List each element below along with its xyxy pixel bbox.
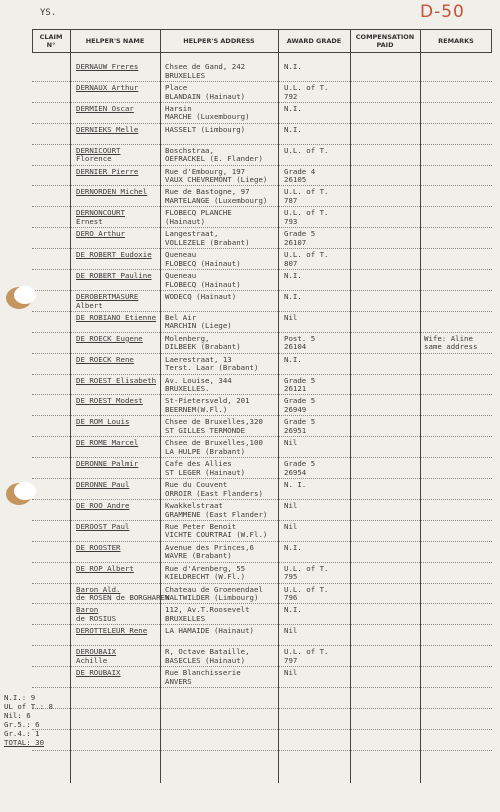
helper-name-continued: Achille	[76, 655, 108, 665]
award-grade: 26954	[284, 467, 307, 477]
award-grade: Nil	[284, 626, 298, 636]
helper-name: DEROOST Paul	[76, 521, 130, 531]
helper-name-continued: Albert	[76, 300, 103, 310]
helper-name: DEROTTELEUR Rene	[76, 626, 148, 636]
helper-address-line: ST LEGER (Hainaut)	[165, 467, 246, 477]
row-separator	[32, 729, 492, 730]
helper-address-line: Chsee de Bruxelles,100	[165, 438, 263, 448]
helper-name: Baron Ald.	[76, 584, 121, 594]
helper-address-line: MARTELANGE (Luxembourg)	[165, 196, 268, 205]
helper-address-line: HASSELT (Limbourg)	[165, 124, 246, 134]
helper-address-line: (Hainaut)	[165, 216, 206, 226]
helper-address-line: Langestraat,	[165, 229, 219, 239]
helper-name-continued: de ROSIUS	[76, 614, 117, 623]
header-award-grade: AWARD GRADE	[286, 37, 342, 45]
award-grade: Nil	[284, 438, 298, 448]
helper-address-line: BRUXELLES	[165, 70, 206, 80]
table-header-border	[32, 52, 492, 53]
table-top-border	[32, 29, 492, 30]
remarks-text: Wife: Aline	[424, 333, 473, 343]
award-grade: 26107	[284, 237, 307, 247]
award-grade: N.I.	[284, 124, 302, 134]
award-grade: N. I.	[284, 480, 307, 489]
row-separator	[32, 457, 492, 458]
helper-address-line: VICHTE COURTRAI (W.Fl.)	[165, 530, 268, 540]
helper-name: DE ROEST Modest	[76, 396, 143, 406]
row-separator	[32, 562, 492, 563]
header-claim: CLAIM N°	[39, 33, 63, 49]
award-grade: Post. 5	[284, 333, 316, 343]
helper-name: DERONNE Palmir	[76, 459, 139, 469]
helper-name: DE ROME Marcel	[76, 438, 139, 448]
helper-address-line: LA HULPE (Brabant)	[165, 446, 246, 456]
helper-address-line: FLOBECQ (Hainaut)	[165, 258, 241, 268]
helper-address-line: BRUXELLES	[165, 614, 206, 623]
award-grade: U.L. of T.	[284, 187, 329, 197]
col-divider	[491, 29, 492, 52]
col-divider	[278, 29, 279, 783]
award-grade: N.I.	[284, 542, 302, 552]
row-separator	[32, 248, 492, 249]
helper-name: DERNORDEN Michel	[76, 187, 148, 197]
document-corner-label: YS.	[40, 8, 57, 18]
helper-address-line: ORROIR (East Flanders)	[165, 488, 263, 498]
helper-address-line: 112, Av.T.Roosevelt	[165, 605, 250, 615]
helper-address-line: Molenberg,	[165, 333, 210, 343]
award-grade: N.I.	[284, 354, 302, 364]
row-separator	[32, 645, 492, 646]
award-grade: 793	[284, 216, 298, 226]
header-compensation: COMPENSATION PAID	[355, 33, 415, 49]
row-separator	[32, 541, 492, 542]
helper-address-line: DILBEEK (Brabant)	[165, 342, 241, 352]
row-separator	[32, 269, 492, 270]
award-grade: 792	[284, 91, 298, 101]
row-separator	[32, 708, 492, 709]
row-separator	[32, 227, 492, 228]
helper-address-line: ANVERS	[165, 676, 192, 686]
col-divider	[350, 29, 351, 783]
row-separator	[32, 102, 492, 103]
row-separator	[32, 206, 492, 207]
award-grade: U.L. of T.	[284, 647, 329, 657]
helper-address-line: FLOBECQ (Hainaut)	[165, 279, 241, 289]
punch-hole	[14, 482, 36, 500]
helper-name: DE ROUBAIX	[76, 668, 121, 678]
helper-address-line: Queneau	[165, 250, 197, 260]
helper-address-line: BASECLES (Hainaut)	[165, 655, 246, 665]
row-separator	[32, 185, 492, 186]
helper-address-line: Rue Blanchisserie	[165, 668, 241, 678]
helper-address-line: Kwakkelstraat	[165, 500, 223, 510]
helper-name: DERNAUW Freres	[76, 62, 139, 71]
award-grade: 787	[284, 196, 298, 205]
helper-name: DE ROEST Elisabeth	[76, 375, 157, 385]
helper-name: DE ROECK Eugene	[76, 333, 143, 343]
award-grade: Grade 4	[284, 166, 316, 176]
award-grade: 26949	[284, 405, 307, 414]
helper-address-line: Boschstraa,	[165, 145, 214, 155]
helper-name: DERNONCOURT	[76, 208, 125, 218]
award-grade: Grade 5	[284, 229, 316, 239]
award-grade: N.I.	[284, 103, 302, 113]
helper-address-line: Laerestraat, 13	[165, 354, 232, 364]
helper-address-line: Cafe des Allies	[165, 459, 232, 469]
award-grade: U.L. of T.	[284, 145, 329, 155]
award-grade: 796	[284, 593, 298, 603]
helper-address-line: ST GILLES TERMONDE	[165, 425, 246, 435]
punch-hole	[14, 286, 36, 304]
helper-name-continued: de ROSEN de BORGHAREN	[76, 593, 170, 603]
helper-address-line: Place	[165, 82, 188, 92]
helper-address-line: BLANDAIN (Hainaut)	[165, 91, 246, 101]
award-grade: U.L. of T.	[284, 208, 329, 218]
helper-address-line: R, Octave Bataille,	[165, 647, 250, 657]
award-grade: N.I.	[284, 605, 302, 615]
helper-address-line: LA HAMAIDE (Hainaut)	[165, 626, 254, 636]
col-divider	[32, 29, 33, 52]
helper-address-line: BRUXELLES.	[165, 384, 210, 394]
award-grade: Nil	[284, 500, 298, 510]
helper-address-line: Harsin	[165, 103, 192, 113]
col-divider	[420, 29, 421, 783]
row-separator	[32, 687, 492, 688]
helper-name: DE ROBERT Eudoxie	[76, 250, 152, 260]
row-separator	[32, 374, 492, 375]
award-grade: Grade 5	[284, 396, 316, 406]
row-separator	[32, 165, 492, 166]
helper-name: DERONNE Paul	[76, 480, 130, 489]
helper-address-line: Rue d'Arenberg, 55	[165, 563, 246, 573]
helper-name-continued: Ernest	[76, 216, 103, 226]
row-separator	[32, 290, 492, 291]
total-ul: UL of T.: 8	[4, 702, 53, 711]
helper-address-line: Chsee de Gand, 242	[165, 62, 246, 71]
row-separator	[32, 311, 492, 312]
row-separator	[32, 415, 492, 416]
helper-address-line: KIELDRECHT (W.Fl.)	[165, 572, 246, 582]
helper-address-line: Rue du Couvent	[165, 480, 228, 489]
row-separator	[32, 520, 492, 521]
row-separator	[32, 583, 492, 584]
row-separator	[32, 436, 492, 437]
helper-address-line: Queneau	[165, 271, 197, 280]
award-grade: Grade 5	[284, 375, 316, 385]
helper-address-line: Chsee de Bruxelles,320	[165, 417, 263, 427]
col-divider	[160, 29, 161, 783]
helper-address-line: WALTWILDER (Limbourg)	[165, 593, 259, 603]
award-grade: 795	[284, 572, 298, 582]
total-grade5: Gr.5.: 6	[4, 720, 40, 729]
award-grade: 26121	[284, 384, 307, 394]
helper-address-line: Bel Air	[165, 312, 197, 322]
remarks-text: same address	[424, 342, 478, 352]
helper-name-continued: Florence	[76, 154, 112, 164]
row-separator	[32, 499, 492, 500]
helper-name: DERO Arthur	[76, 229, 125, 239]
total-grade4: Gr.4.: 1	[4, 729, 40, 738]
helper-address-line: Rue d'Embourg, 197	[165, 166, 246, 176]
col-divider	[70, 29, 71, 783]
helper-name: DE ROBERT Pauline	[76, 271, 152, 280]
header-remarks: REMARKS	[438, 37, 474, 45]
helper-name: DE ROP Albert	[76, 563, 134, 573]
helper-name: DEROBERTMASURE	[76, 291, 139, 301]
header-helper-name: HELPER'S NAME	[85, 37, 145, 45]
row-separator	[32, 353, 492, 354]
helper-address-line: Terst. Laar (Brabant)	[165, 363, 259, 373]
award-grade: N.I.	[284, 291, 302, 301]
award-grade: N.I.	[284, 62, 302, 71]
helper-name: DERMIEN Oscar	[76, 103, 134, 113]
award-grade: 26105	[284, 175, 307, 185]
helper-address-line: Avenue des Princes,6	[165, 542, 254, 552]
helper-name: DE ROO Andre	[76, 500, 130, 510]
award-grade: Nil	[284, 312, 298, 322]
helper-name: DERNIEKS Melle	[76, 124, 139, 134]
row-separator	[32, 666, 492, 667]
row-separator	[32, 624, 492, 625]
helper-name: DERNICOURT	[76, 145, 121, 155]
award-grade: U.L. of T.	[284, 250, 329, 260]
helper-address-line: Rue de Bastogne, 97	[165, 187, 250, 197]
total-nil: Nil: 6	[4, 711, 31, 720]
row-separator	[32, 144, 492, 145]
award-grade: 807	[284, 258, 298, 268]
helper-address-line: WAVRE (Brabant)	[165, 551, 232, 561]
totals-block	[4, 693, 53, 747]
helper-address-line: Rue Peter Benoit	[165, 521, 237, 531]
header-helper-address: HELPER'S ADDRESS	[183, 37, 255, 45]
row-separator	[32, 394, 492, 395]
helper-name: Baron	[76, 605, 99, 615]
helper-address-line: Av. Louise, 344	[165, 375, 232, 385]
helper-name: DERNAUX Arthur	[76, 82, 139, 92]
row-separator	[32, 478, 492, 479]
award-grade: Nil	[284, 521, 298, 531]
helper-address-line: OEFRACKEL (E. Flander)	[165, 154, 263, 164]
award-grade: 26951	[284, 425, 307, 435]
row-separator	[32, 603, 492, 604]
award-grade: U.L. of T.	[284, 563, 329, 573]
award-grade: Nil	[284, 668, 298, 678]
award-grade: 26104	[284, 342, 307, 352]
helper-name: DE ROBIANO Etienne	[76, 312, 157, 322]
helper-address-line: VAUX CHEVREMONT (Liege)	[165, 175, 268, 185]
award-grade: U.L. of T.	[284, 584, 329, 594]
award-grade: U.L. of T.	[284, 82, 329, 92]
helper-name: DERNIER Pierre	[76, 166, 139, 176]
helper-address-line: WODECQ (Hainaut)	[165, 291, 237, 301]
helper-name: DE ROOSTER	[76, 542, 121, 552]
helper-address-line: VOLLEZELE (Brabant)	[165, 237, 250, 247]
row-separator	[32, 332, 492, 333]
row-separator	[32, 123, 492, 124]
helper-name: DE ROECK Rene	[76, 354, 134, 364]
row-separator	[32, 81, 492, 82]
helper-address-line: GRAMMENE (East Flander)	[165, 509, 268, 519]
row-separator	[32, 750, 492, 751]
total-all: TOTAL: 30	[4, 738, 45, 747]
helper-address-line: MARCHIN (Liege)	[165, 321, 232, 331]
file-stamp: D-50	[420, 2, 465, 22]
award-grade: 797	[284, 655, 298, 665]
helper-address-line: BEERNEM(W.Fl.)	[165, 405, 228, 414]
award-grade: Grade 5	[284, 417, 316, 427]
helper-name: DE ROM Louis	[76, 417, 130, 427]
helper-address-line: St-Pietersveld, 201	[165, 396, 250, 406]
helper-address-line: Chateau de Groenendael	[165, 584, 263, 594]
helper-address-line: MARCHE (Luxembourg)	[165, 112, 250, 122]
helper-name: DEROUBAIX	[76, 647, 117, 657]
total-ni: N.I.: 9	[4, 693, 36, 702]
award-grade: Grade 5	[284, 459, 316, 469]
award-grade: N.I.	[284, 271, 302, 280]
helper-address-line: FLOBECQ PLANCHE	[165, 208, 232, 218]
